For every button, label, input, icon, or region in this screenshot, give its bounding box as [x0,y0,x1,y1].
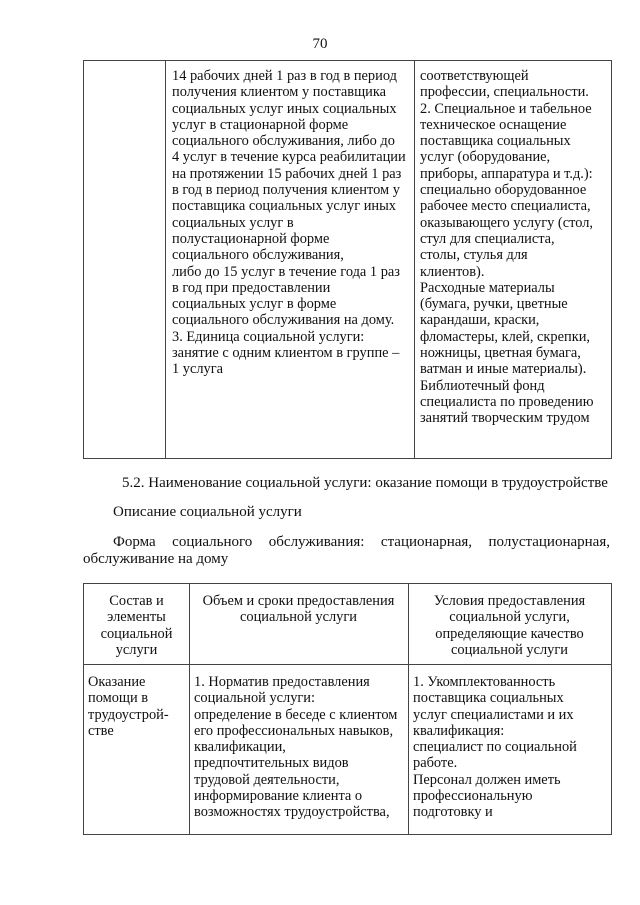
text-line: Объем и сроки предоставления [202,593,395,609]
text-line: на протяжении 15 рабочих дней 1 раз [172,165,402,182]
text-line: социального обслуживания, [172,247,344,264]
text-line: техническое оснащение [420,116,567,133]
text-line: занятие с одним клиентом в группе – [172,345,400,362]
text-line: оказывающего услугу (стол, [420,214,593,231]
text-line: трудоустрой- [88,706,169,723]
form-word: стационарная, [380,534,473,550]
column-divider [165,61,166,458]
text-line: социального обслуживания на дому. [172,312,395,329]
text-line: получения клиентом у поставщика [172,84,387,101]
form-word: полустационарная, [488,534,610,550]
text-line: социального обслуживания, либо до [172,133,395,150]
text-line: социальной услуги: [194,690,315,707]
text-line: социальной [100,625,173,642]
text-line: 1. Укомплектованность [413,674,556,690]
text-line: либо до 15 услуг в течение года 1 раз [172,263,400,280]
service-form-line [113,534,610,551]
page-number: 70 [312,36,328,52]
text-line: Оказание [88,674,146,690]
text-line: Персонал должен иметь [413,771,561,788]
text-line: квалификация: [413,722,505,739]
form-word: обслуживания: [268,534,365,550]
text-line: Состав и [109,593,164,609]
service-table [83,583,612,835]
section-heading: 5.2. Наименование социальной услуги: оказание помощи в трудоустройстве [122,475,608,491]
service-form-continuation: обслуживание на дому [83,551,229,567]
text-line: предпочтительных видов [194,755,349,772]
text-line: клиентов). [420,263,485,280]
text-line: профессиональную [413,788,533,805]
text-line: элементы [107,609,166,626]
text-line: работе. [413,755,458,772]
text-line: рабочее место специалиста, [420,198,591,215]
header-volume-terms [189,593,408,626]
text-line: услуг в стационарной форме [172,116,349,133]
text-line: ножницы, цветная бумага, [420,345,581,362]
text-line: услуги [115,641,158,658]
text-line: занятий творческим трудом [420,410,590,427]
continuation-table [83,60,612,459]
description-label: Описание социальной услуги [113,504,302,520]
text-line: 3. Единица социальной услуги: [172,328,365,345]
text-line: стве [88,722,114,739]
text-line: соответствующей [420,68,529,84]
text-line: услуг (оборудование, [420,149,551,166]
text-line: карандаши, краски, [420,312,540,329]
text-line: определяющие качество [435,625,584,642]
text-line: 4 услуг в течение курса реабилитации [172,149,406,166]
text-line: 14 рабочих дней 1 раз в год в период [172,68,397,84]
form-word: Форма [113,534,156,550]
text-line: 1 услуга [172,361,224,378]
text-line: фломастеры, клей, скрепки, [420,328,590,345]
text-line: 1. Норматив предоставления [194,674,370,690]
text-line: в год в период получения клиентом у [172,182,400,199]
column-divider [414,61,415,458]
text-line: 2. Специальное и табельное [420,100,592,117]
header-composition [84,593,189,658]
text-line: ватман и иные материалы). [420,361,587,378]
text-line: (бумага, ручки, цветные [420,296,568,313]
text-line: подготовку и [413,804,493,821]
text-line: полустационарной форме [172,230,330,247]
text-line: в год при предоставлении [172,279,331,296]
text-line: профессии, специальности. [420,84,589,101]
text-line: информирование клиента о [194,788,363,805]
text-line: поставщика социальных услуг иных [172,198,396,215]
text-line: социальной услуги [239,609,357,626]
text-line: социальных услуг в форме [172,296,337,313]
text-line: Условия предоставления [433,593,586,609]
text-line: социальной услуги [450,641,568,658]
text-line: поставщика социальных [413,690,564,707]
text-line: помощи в [88,690,149,707]
conditions-cell [420,68,610,427]
text-line: специалист по социальной [413,739,577,756]
text-line: стул для специалиста, [420,230,555,247]
text-line: Расходные материалы [420,279,555,296]
text-line: специально оборудованное [420,182,587,199]
text-line: поставщика социальных [420,133,571,150]
text-line: возможностях трудоустройства, [194,804,390,821]
text-line: определение в беседе с клиентом [194,706,398,723]
row-volume-terms [194,674,406,821]
text-line: столы, стулья для [420,247,528,264]
header-conditions [408,593,611,658]
row-composition [88,674,186,739]
text-line: приборы, аппаратура и т.д.): [420,165,593,182]
text-line: Библиотечный фонд [420,377,545,394]
text-line: его профессиональных навыков, [194,722,394,739]
text-line: услуг специалистами и их [413,706,574,723]
text-line: трудовой деятельности, [194,771,340,788]
text-line: квалификации, [194,739,286,756]
text-line: социальных услуг в [172,214,294,231]
volume-terms-cell [172,68,414,378]
row-conditions [413,674,609,821]
text-line: социальной услуги, [449,609,570,626]
header-divider [84,664,611,665]
text-line: социальных услуг иных социальных [172,100,397,117]
text-line: специалиста по проведению [420,393,594,410]
form-word: социального [172,534,253,550]
